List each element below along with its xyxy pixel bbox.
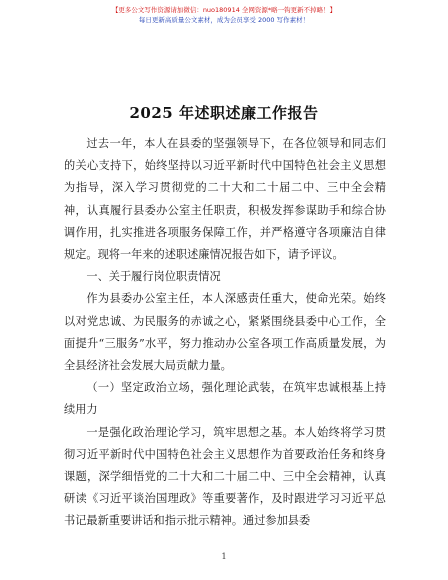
document-title: 2025 年述职述廉工作报告 [129,104,319,122]
promo-banner-line2: 每日更新高质量公文素材，成为会员享受 2000 写作素材！ [138,16,310,24]
document-body [64,133,386,533]
promo-banner-line1: 【更多公文写作资源请加微信：nuo180914 全网资源*略一钩更新不掉略！】 [111,6,337,14]
paragraph-theory-study: 一是强化政治理论学习，筑牢思想之基。本人始终将学习贯彻习近平新时代中国特色社会主义思想作为首要政治任务和终身课题，深学细悟党的二十大和二十届二中、三中全会精神，认真研读《习近平谈治国理政》等重要著作，及时跟进学习习近平总书记最新重要讲话和指示批示精神。通过参加县委 [64,425,386,528]
paragraph-duties: 作为县委办公室主任，本人深感责任重大，使命光荣。始终以对党忠诚、为民服务的赤诚之心，紧紧围绕县委中心工作，全面提升“三服务”水平，努力推动办公室各项工作高质量发展，为全县经济社会发展大局贡献力量。 [64,292,386,373]
paragraph-intro: 过去一年，本人在县委的坚强领导下，在各位领导和同志们的关心支持下，始终坚持以习近平新时代中国特色社会主义思想为指导，深入学习贯彻党的二十大和二十届二中、三中全会精神，认真履行县委办公室主任职责，积极发挥参谋助手和综合协调作用，扎实推进各项服务保障工作，并严格遵守各项廉洁自律规定。现将一年来的述职述廉情况报告如下，请予评议。 [64,137,386,262]
section-heading-1: 一、关于履行岗位职责情况 [86,270,221,284]
page-number: 1 [221,552,227,561]
subsection-heading-1: （一）坚定政治立场，强化理论武装，在筑牢忠诚根基上持续用力 [64,381,386,417]
